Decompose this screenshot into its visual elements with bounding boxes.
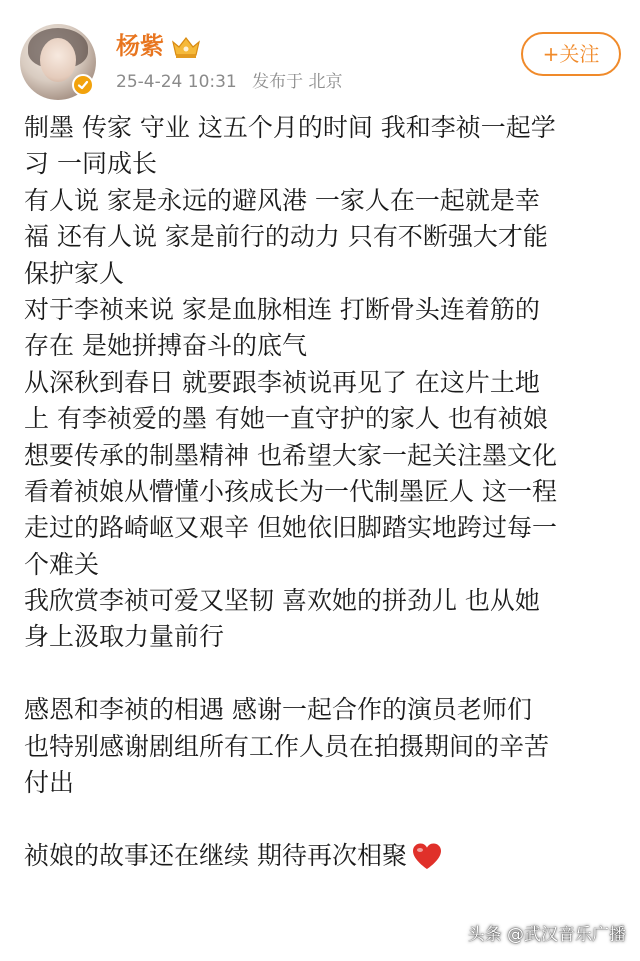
post-text: 存在 是她拼搏奋斗的底气 [24,331,307,361]
post-text: 也特别感谢剧组所有工作人员在拍摄期间的辛苦 [24,731,550,761]
post-text: 我欣赏李祯可爱又坚韧 喜欢她的拼劲儿 也从她 [24,586,540,616]
post-text: 祯娘的故事还在继续 期待再次相聚 [24,840,407,870]
post-text: 上 有李祯爱的墨 有她一直守护的家人 也有祯娘 [24,404,548,434]
post-text: 想要传承的制墨精神 也希望大家一起关注墨文化 [24,440,557,470]
post-text-line [24,765,620,801]
post-text-line [24,110,620,146]
post-text-line [24,692,620,728]
post-text-line [24,219,620,255]
post-text: 身上汲取力量前行 [24,622,225,652]
post-content [24,110,620,874]
post-text: 看着祯娘从懵懂小孩成长为一代制墨匠人 这一程 [24,476,557,506]
post-text-line [24,401,620,437]
post-text-line [24,292,620,328]
post-text: 习 一同成长 [24,149,157,179]
post-meta [116,70,353,94]
post-text-line [24,583,620,619]
heart-icon [411,842,443,870]
blank-line [24,801,620,837]
crown-icon [170,34,202,60]
post-location: 发布于 北京 [252,72,343,92]
post-text-line [24,474,620,510]
post-text: 感恩和李祯的相遇 感谢一起合作的演员老师们 [24,695,532,725]
post-text-line [24,510,620,546]
post-timestamp: 25-4-24 10:31 [116,72,237,92]
author-name[interactable]: 杨紫 [116,32,164,60]
post-text: 个难关 [24,549,100,579]
verified-icon [72,74,94,96]
post-text: 对于李祯来说 家是血脉相连 打断骨头连着筋的 [24,294,540,324]
post-text: 制墨 传家 守业 这五个月的时间 我和李祯一起学 [24,113,556,142]
post-text: 付出 [24,768,75,798]
post-text: 从深秋到春日 就要跟李祯说再见了 在这片土地 [24,367,540,397]
post-text-line [24,729,620,765]
post-text: 保护家人 [24,258,125,288]
post-text-line [24,438,620,474]
blank-line [24,656,620,692]
post-text-line [24,256,620,292]
post-text-line [24,183,620,219]
post-text-line [24,838,620,874]
post-text-line [24,619,620,655]
post-text: 有人说 家是永远的避风港 一家人在一起就是幸 [24,185,540,215]
post-text: 走过的路崎岖又艰辛 但她依旧脚踏实地跨过每一 [24,513,557,543]
post-text-line [24,328,620,364]
follow-button[interactable]: +关注 [521,32,621,76]
post-text-line [24,365,620,401]
post-text-line [24,146,620,182]
watermark: 头条 @武汉音乐广播 [467,925,626,945]
post-text: 福 还有人说 家是前行的动力 只有不断强大才能 [24,222,548,252]
avatar-face [40,38,76,82]
post-text-line [24,547,620,583]
